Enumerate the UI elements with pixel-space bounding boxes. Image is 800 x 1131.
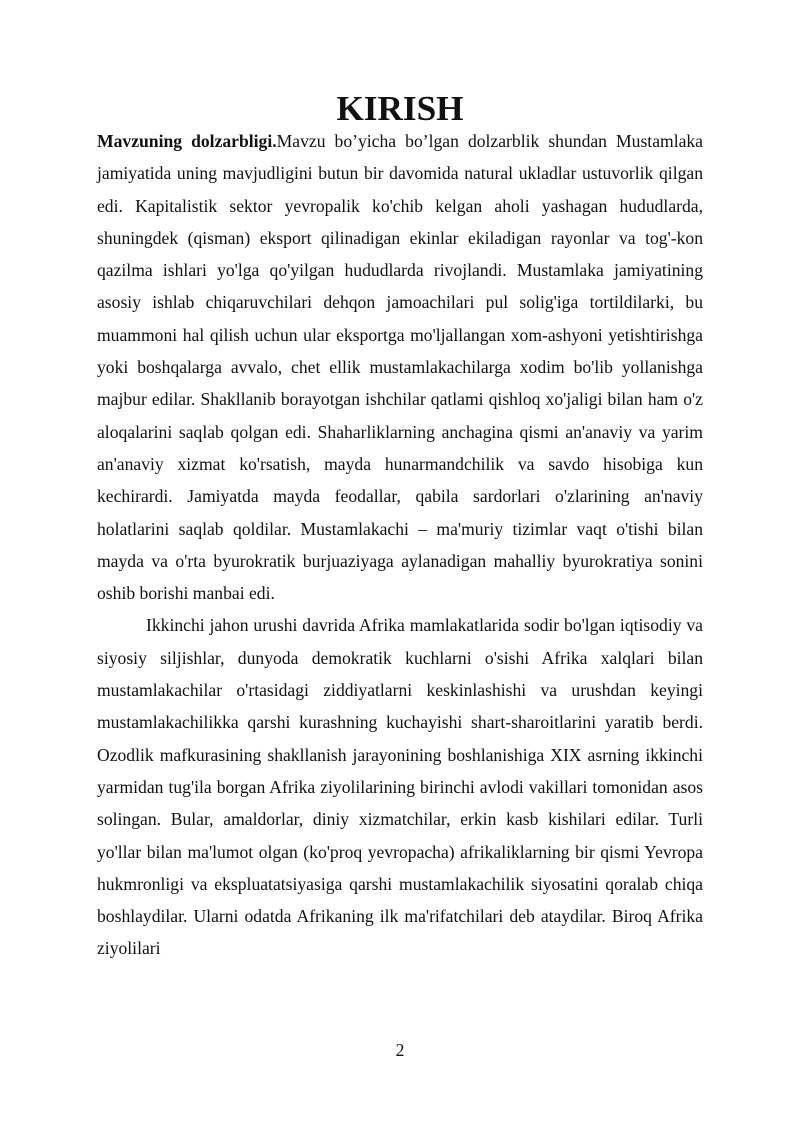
page-number: 2 (395, 1040, 405, 1060)
paragraph-ww2: Ikkinchi jahon urushi davrida Afrika mamlakatlarida sodir bo'lgan iqtisodiy va siyosiy siljishlar, dunyoda demokratik kuchlarni o'sishi Afrika xalqlari bilan mustamlakachilar o'rtasidagi ziddiyatlarni keskinlashishi va urushdan keyingi mustamlakachilikka qarshi kurashning kuchayishi shart-sharoitlarini yaratib berdi. Ozodlik mafkurasining shakllanish jarayonining boshlanishiga XIX asrning ikkinchi yarmidan tug'ila borgan Afrika ziyolilarining birinchi avlodi vakillari tomonidan asos solingan. Bular, amaldorlar, diniy xizmatchilar, erkin kasb kishilari edilar. Turli yo'llar bilan ma'lumot olgan (ko'proq yevropacha) afrikaliklarning bir qismi Yevropa hukmronligi va ekspluatatsiyasiga qarshi mustamlakachilik siyosatini qoralab chiqa boshlaydilar. Ularni odatda Afrikaning ilk ma'rifatchilari deb ataydilar. Biroq Afrika ziyolilari (97, 615, 703, 959)
paragraph-relevance (97, 125, 703, 609)
paragraph-text: Mavzu bo’yicha bo’lgan dolzarblik shundan Mustamlaka jamiyatida uning mavjudligini butun bir davomida natural ukladlar ustuvorlik qilgan edi. Kapitalistik sektor yevropalik ko'chib kelgan aholi yashagan hududlarda, shuningdek (qisman) eksport qilinadigan ekinlar ekiladigan rayonlar va tog'-kon qazilma ishlari yo'lga qo'yilgan hududlarda rivojlandi. Mustamlaka jamiyatining asosiy ishlab chiqaruvchilari dehqon jamoachilari pul solig'iga tortildilarki, bu muammoni hal qilish uchun ular eksportga mo'ljallangan xom-ashyoni yetishtirishga yoki boshqalarga avvalo, chet ellik mustamlakachilarga xodim bo'lib yollanishga majbur edilar. Shakllanib borayotgan ishchilar qatlami qishloq xo'jaligi bilan ham o'z aloqalarini saqlab qolgan edi. Shaharliklarning anchagina qismi an'anaviy va yarim an'anaviy xizmat ko'rsatish, mayda hunarmandchilik va savdo hisobiga kun kechirardi. Jamiyatda mayda feodallar, qabila sardorlari o'zlarining an'naviy holatlarini saqlab qoldilar. Mustamlakachi – ma'muriy tizimlar vaqt o'tishi bilan mayda va o'rta byurokratik burjuaziyaga aylanadigan mahalliy byurokratiya sonini oshib borishi manbai edi. (97, 131, 703, 604)
section-heading: KIRISH (336, 89, 464, 128)
page-body (97, 89, 703, 965)
paragraph-lead: Mavzuning dolzarbligi. (97, 131, 277, 151)
